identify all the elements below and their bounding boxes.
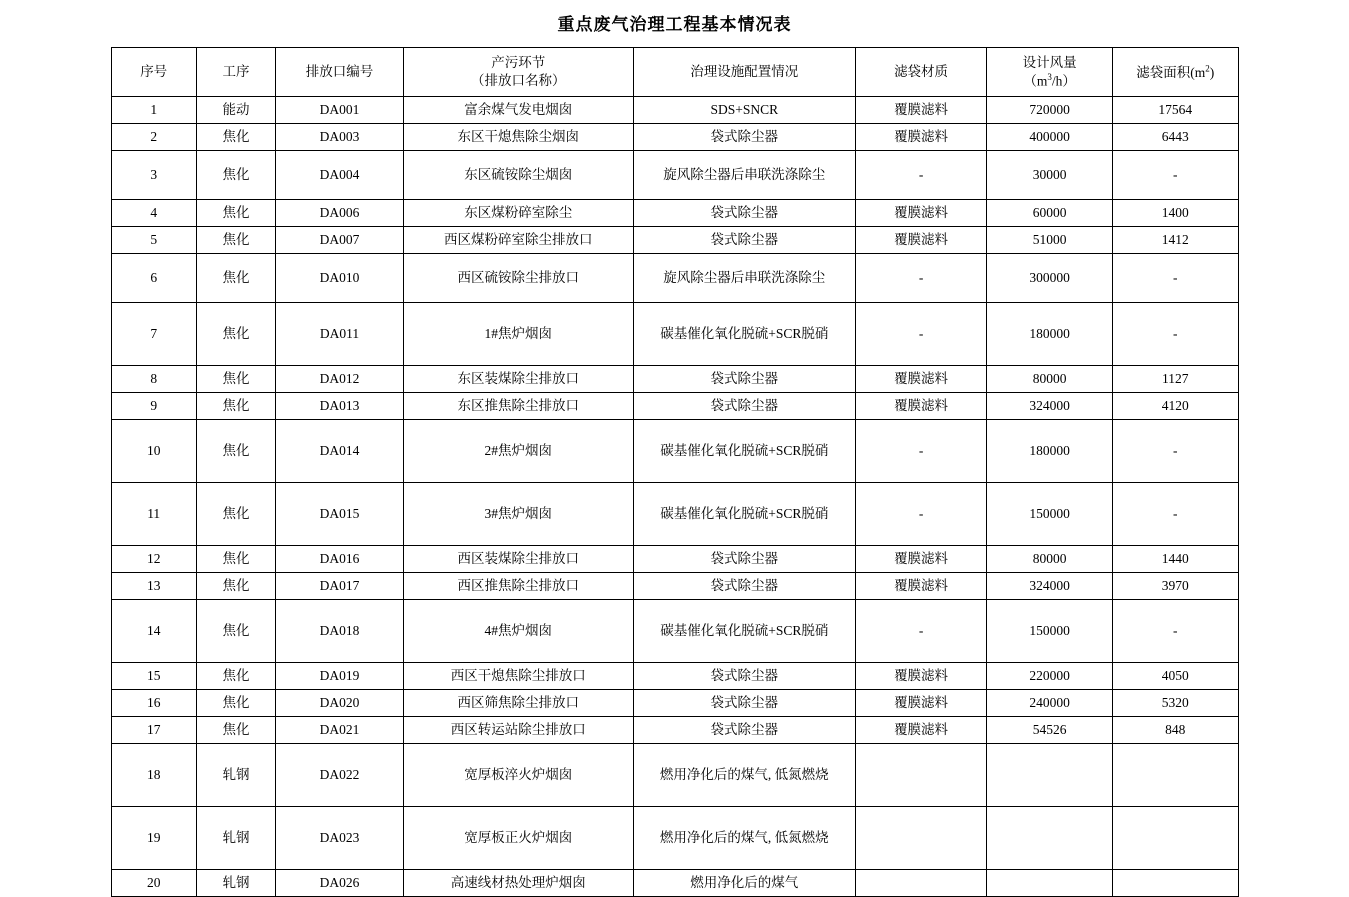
- cell-outlet-code: DA006: [276, 200, 404, 227]
- cell-bag-material: -: [855, 254, 987, 303]
- cell-pollution-link: 西区装煤除尘排放口: [403, 546, 633, 573]
- cell-design-airflow: 30000: [987, 151, 1113, 200]
- cell-index: 18: [111, 744, 196, 807]
- column-header-pollution-link: 产污环节 （排放口名称）: [403, 48, 633, 97]
- cell-bag-area: 6443: [1112, 124, 1238, 151]
- cell-pollution-link: 西区硫铵除尘排放口: [403, 254, 633, 303]
- cell-process: 焦化: [196, 393, 275, 420]
- cell-design-airflow: 60000: [987, 200, 1113, 227]
- cell-process: 焦化: [196, 254, 275, 303]
- table-row: [111, 393, 1238, 420]
- cell-pollution-link: 3#焦炉烟囱: [403, 483, 633, 546]
- page-title: 重点废气治理工程基本情况表: [557, 15, 792, 34]
- cell-design-airflow: 80000: [987, 546, 1113, 573]
- cell-pollution-link: 宽厚板正火炉烟囱: [403, 807, 633, 870]
- table-row: [111, 690, 1238, 717]
- cell-facility: 碳基催化氧化脱硫+SCR脱硝: [633, 303, 855, 366]
- cell-index: 20: [111, 870, 196, 897]
- cell-bag-area: 1400: [1112, 200, 1238, 227]
- cell-index: 6: [111, 254, 196, 303]
- cell-pollution-link: 富余煤气发电烟囱: [403, 97, 633, 124]
- cell-bag-material: 覆膜滤料: [855, 717, 987, 744]
- cell-process: 焦化: [196, 200, 275, 227]
- table-row: [111, 366, 1238, 393]
- table-row: [111, 303, 1238, 366]
- cell-index: 16: [111, 690, 196, 717]
- cell-bag-material: -: [855, 303, 987, 366]
- column-header-bag-material: 滤袋材质: [855, 48, 987, 97]
- cell-outlet-code: DA004: [276, 151, 404, 200]
- cell-bag-material: [855, 870, 987, 897]
- cell-facility: 袋式除尘器: [633, 690, 855, 717]
- cell-index: 17: [111, 717, 196, 744]
- cell-pollution-link: 1#焦炉烟囱: [403, 303, 633, 366]
- table-row: [111, 151, 1238, 200]
- column-header-design-airflow: 设计风量 $(m^3/h)$: [987, 48, 1113, 97]
- cell-process: 焦化: [196, 124, 275, 151]
- cell-process: 焦化: [196, 420, 275, 483]
- table-row: [111, 663, 1238, 690]
- cell-facility: 碳基催化氧化脱硫+SCR脱硝: [633, 600, 855, 663]
- table-container: [111, 47, 1239, 897]
- cell-bag-material: 覆膜滤料: [855, 663, 987, 690]
- cell-facility: 旋风除尘器后串联洗涤除尘: [633, 254, 855, 303]
- column-header-process: 工序: [196, 48, 275, 97]
- cell-pollution-link: 西区筛焦除尘排放口: [403, 690, 633, 717]
- table-row: [111, 420, 1238, 483]
- cell-design-airflow: 150000: [987, 600, 1113, 663]
- cell-design-airflow: 720000: [987, 97, 1113, 124]
- cell-design-airflow: 80000: [987, 366, 1113, 393]
- cell-bag-material: 覆膜滤料: [855, 227, 987, 254]
- cell-pollution-link: 西区煤粉碎室除尘排放口: [403, 227, 633, 254]
- cell-bag-material: -: [855, 420, 987, 483]
- table-header-row: [111, 48, 1238, 97]
- table-row: [111, 124, 1238, 151]
- cell-process: 焦化: [196, 151, 275, 200]
- cell-pollution-link: 4#焦炉烟囱: [403, 600, 633, 663]
- table-row: [111, 200, 1238, 227]
- table-row: [111, 717, 1238, 744]
- cell-outlet-code: DA010: [276, 254, 404, 303]
- cell-process: 焦化: [196, 366, 275, 393]
- cell-outlet-code: DA014: [276, 420, 404, 483]
- cell-facility: 燃用净化后的煤气, 低氮燃烧: [633, 744, 855, 807]
- cell-pollution-link: 高速线材热处理炉烟囱: [403, 870, 633, 897]
- cell-design-airflow: 324000: [987, 573, 1113, 600]
- cell-index: 8: [111, 366, 196, 393]
- cell-process: 焦化: [196, 573, 275, 600]
- cell-design-airflow: 180000: [987, 303, 1113, 366]
- cell-outlet-code: DA011: [276, 303, 404, 366]
- cell-process: 轧钢: [196, 744, 275, 807]
- cell-facility: 袋式除尘器: [633, 366, 855, 393]
- cell-facility: 袋式除尘器: [633, 546, 855, 573]
- table-row: [111, 807, 1238, 870]
- cell-design-airflow: 324000: [987, 393, 1113, 420]
- cell-index: 9: [111, 393, 196, 420]
- cell-bag-material: 覆膜滤料: [855, 366, 987, 393]
- cell-bag-area: 3970: [1112, 573, 1238, 600]
- cell-bag-material: 覆膜滤料: [855, 200, 987, 227]
- cell-facility: 袋式除尘器: [633, 663, 855, 690]
- cell-index: 7: [111, 303, 196, 366]
- cell-facility: 碳基催化氧化脱硫+SCR脱硝: [633, 420, 855, 483]
- cell-bag-area: -: [1112, 303, 1238, 366]
- cell-pollution-link: 东区煤粉碎室除尘: [403, 200, 633, 227]
- cell-index: 4: [111, 200, 196, 227]
- cell-design-airflow: 400000: [987, 124, 1113, 151]
- cell-bag-material: [855, 744, 987, 807]
- cell-facility: 旋风除尘器后串联洗涤除尘: [633, 151, 855, 200]
- cell-bag-area: 5320: [1112, 690, 1238, 717]
- cell-index: 11: [111, 483, 196, 546]
- cell-index: 12: [111, 546, 196, 573]
- cell-process: 焦化: [196, 717, 275, 744]
- cell-index: 5: [111, 227, 196, 254]
- cell-outlet-code: DA017: [276, 573, 404, 600]
- cell-bag-area: -: [1112, 254, 1238, 303]
- cell-design-airflow: 51000: [987, 227, 1113, 254]
- cell-outlet-code: DA018: [276, 600, 404, 663]
- waste-gas-treatment-table: [111, 47, 1239, 897]
- cell-bag-material: 覆膜滤料: [855, 97, 987, 124]
- cell-process: 焦化: [196, 227, 275, 254]
- cell-index: 1: [111, 97, 196, 124]
- cell-bag-material: -: [855, 151, 987, 200]
- cell-process: 焦化: [196, 663, 275, 690]
- cell-outlet-code: DA023: [276, 807, 404, 870]
- cell-pollution-link: 东区推焦除尘排放口: [403, 393, 633, 420]
- cell-bag-area: 1127: [1112, 366, 1238, 393]
- cell-process: 焦化: [196, 483, 275, 546]
- cell-bag-area: 1440: [1112, 546, 1238, 573]
- cell-outlet-code: DA003: [276, 124, 404, 151]
- cell-bag-material: 覆膜滤料: [855, 124, 987, 151]
- cell-pollution-link: 西区推焦除尘排放口: [403, 573, 633, 600]
- table-row: [111, 744, 1238, 807]
- cell-outlet-code: DA013: [276, 393, 404, 420]
- cell-bag-area: -: [1112, 420, 1238, 483]
- table-row: [111, 600, 1238, 663]
- table-row: [111, 254, 1238, 303]
- cell-outlet-code: DA015: [276, 483, 404, 546]
- column-header-index: 序号: [111, 48, 196, 97]
- cell-process: 焦化: [196, 600, 275, 663]
- cell-facility: 燃用净化后的煤气: [633, 870, 855, 897]
- cell-process: 轧钢: [196, 807, 275, 870]
- cell-bag-area: -: [1112, 151, 1238, 200]
- cell-design-airflow: 180000: [987, 420, 1113, 483]
- column-header-facility: 治理设施配置情况: [633, 48, 855, 97]
- cell-outlet-code: DA016: [276, 546, 404, 573]
- table-row: [111, 870, 1238, 897]
- cell-process: 焦化: [196, 690, 275, 717]
- cell-bag-area: 4120: [1112, 393, 1238, 420]
- cell-facility: 袋式除尘器: [633, 573, 855, 600]
- cell-index: 19: [111, 807, 196, 870]
- cell-index: 15: [111, 663, 196, 690]
- cell-index: 14: [111, 600, 196, 663]
- cell-bag-area: -: [1112, 483, 1238, 546]
- table-header: [111, 48, 1238, 97]
- cell-facility: 袋式除尘器: [633, 227, 855, 254]
- cell-bag-material: 覆膜滤料: [855, 393, 987, 420]
- cell-bag-material: 覆膜滤料: [855, 690, 987, 717]
- table-row: [111, 97, 1238, 124]
- cell-bag-material: 覆膜滤料: [855, 573, 987, 600]
- cell-bag-area: [1112, 807, 1238, 870]
- cell-design-airflow: [987, 870, 1113, 897]
- table-row: [111, 227, 1238, 254]
- cell-design-airflow: 150000: [987, 483, 1113, 546]
- cell-facility: 袋式除尘器: [633, 717, 855, 744]
- cell-pollution-link: 东区装煤除尘排放口: [403, 366, 633, 393]
- cell-outlet-code: DA021: [276, 717, 404, 744]
- cell-bag-area: [1112, 744, 1238, 807]
- cell-design-airflow: [987, 807, 1113, 870]
- cell-pollution-link: 东区硫铵除尘烟囱: [403, 151, 633, 200]
- cell-process: 能动: [196, 97, 275, 124]
- cell-bag-material: [855, 807, 987, 870]
- cell-design-airflow: 54526: [987, 717, 1113, 744]
- document-page: [0, 10, 1349, 890]
- cell-pollution-link: 东区干熄焦除尘烟囱: [403, 124, 633, 151]
- cell-facility: 碳基催化氧化脱硫+SCR脱硝: [633, 483, 855, 546]
- cell-design-airflow: 220000: [987, 663, 1113, 690]
- table-row: [111, 483, 1238, 546]
- column-header-bag-area: 滤袋面积$(m^2)$: [1112, 48, 1238, 97]
- cell-pollution-link: 西区转运站除尘排放口: [403, 717, 633, 744]
- cell-bag-area: 17564: [1112, 97, 1238, 124]
- cell-bag-area: [1112, 870, 1238, 897]
- cell-index: 10: [111, 420, 196, 483]
- cell-bag-area: 848: [1112, 717, 1238, 744]
- table-body: [111, 97, 1238, 897]
- cell-bag-area: 1412: [1112, 227, 1238, 254]
- cell-facility: 袋式除尘器: [633, 393, 855, 420]
- cell-outlet-code: DA019: [276, 663, 404, 690]
- cell-facility: 燃用净化后的煤气, 低氮燃烧: [633, 807, 855, 870]
- cell-bag-material: -: [855, 483, 987, 546]
- cell-facility: 袋式除尘器: [633, 200, 855, 227]
- cell-index: 13: [111, 573, 196, 600]
- cell-outlet-code: DA026: [276, 870, 404, 897]
- cell-process: 焦化: [196, 546, 275, 573]
- column-header-outlet-code: 排放口编号: [276, 48, 404, 97]
- cell-index: 2: [111, 124, 196, 151]
- cell-bag-material: -: [855, 600, 987, 663]
- cell-bag-area: 4050: [1112, 663, 1238, 690]
- cell-pollution-link: 宽厚板淬火炉烟囱: [403, 744, 633, 807]
- cell-process: 轧钢: [196, 870, 275, 897]
- cell-facility: SDS+SNCR: [633, 97, 855, 124]
- cell-design-airflow: [987, 744, 1113, 807]
- cell-pollution-link: 西区干熄焦除尘排放口: [403, 663, 633, 690]
- cell-design-airflow: 240000: [987, 690, 1113, 717]
- table-row: [111, 573, 1238, 600]
- cell-bag-area: -: [1112, 600, 1238, 663]
- cell-facility: 袋式除尘器: [633, 124, 855, 151]
- cell-outlet-code: DA007: [276, 227, 404, 254]
- cell-process: 焦化: [196, 303, 275, 366]
- cell-outlet-code: DA020: [276, 690, 404, 717]
- table-row: [111, 546, 1238, 573]
- cell-outlet-code: DA022: [276, 744, 404, 807]
- cell-index: 3: [111, 151, 196, 200]
- cell-bag-material: 覆膜滤料: [855, 546, 987, 573]
- cell-outlet-code: DA012: [276, 366, 404, 393]
- cell-design-airflow: 300000: [987, 254, 1113, 303]
- cell-pollution-link: 2#焦炉烟囱: [403, 420, 633, 483]
- cell-outlet-code: DA001: [276, 97, 404, 124]
